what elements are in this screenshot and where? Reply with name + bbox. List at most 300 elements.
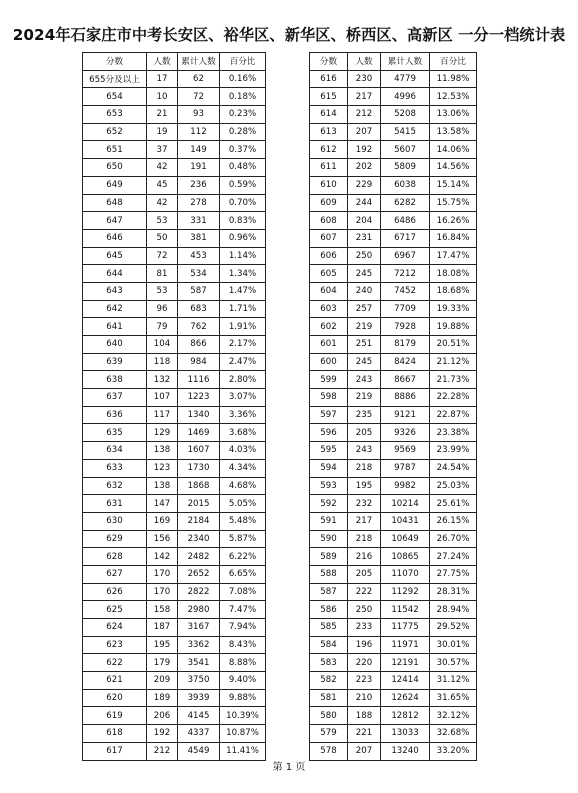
cell-cumulative: 6967 [381,247,430,265]
cell-count: 243 [348,442,381,460]
cell-percent: 27.75% [430,565,477,583]
table-row [310,619,477,637]
cell-count: 206 [147,707,178,725]
cell-cumulative: 278 [178,194,220,212]
cell-count: 218 [348,530,381,548]
cell-count: 142 [147,548,178,566]
table-row [310,159,477,177]
table-row [83,300,266,318]
table-row [83,424,266,442]
cell-percent: 23.38% [430,424,477,442]
header-cumulative: 累计人数 [178,53,220,71]
table-row [310,672,477,690]
table-row [83,565,266,583]
cell-score: 588 [310,565,348,583]
table-row [310,353,477,371]
cell-percent: 0.28% [220,123,266,141]
cell-percent: 0.16% [220,70,266,88]
cell-score: 627 [83,565,147,583]
page-title: 2024年石家庄市中考长安区、裕华区、新华区、桥西区、高新区 一分一档统计表 [12,26,566,44]
score-table-right [309,52,477,761]
cell-count: 96 [147,300,178,318]
table-row [83,636,266,654]
table-row [83,548,266,566]
cell-cumulative: 5607 [381,141,430,159]
cell-count: 222 [348,583,381,601]
table-row [83,442,266,460]
cell-cumulative: 11775 [381,619,430,637]
cell-score: 595 [310,442,348,460]
cell-percent: 21.12% [430,353,477,371]
table-row [310,548,477,566]
cell-count: 79 [147,318,178,336]
cell-percent: 18.08% [430,265,477,283]
cell-count: 251 [348,336,381,354]
cell-count: 37 [147,141,178,159]
cell-percent: 28.94% [430,601,477,619]
cell-count: 205 [348,565,381,583]
cell-count: 45 [147,176,178,194]
cell-score: 638 [83,371,147,389]
cell-cumulative: 4337 [178,725,220,743]
cell-count: 187 [147,619,178,637]
cell-percent: 32.68% [430,725,477,743]
cell-cumulative: 3750 [178,672,220,690]
cell-score: 632 [83,477,147,495]
cell-score: 649 [83,176,147,194]
cell-score: 655分及以上 [83,70,147,88]
cell-score: 636 [83,406,147,424]
cell-cumulative: 11292 [381,583,430,601]
cell-percent: 2.17% [220,336,266,354]
cell-score: 619 [83,707,147,725]
table-row [310,583,477,601]
cell-count: 217 [348,512,381,530]
cell-cumulative: 7212 [381,265,430,283]
cell-cumulative: 8179 [381,336,430,354]
table-row [83,371,266,389]
table-row [310,318,477,336]
cell-cumulative: 8886 [381,389,430,407]
cell-cumulative: 12624 [381,689,430,707]
cell-score: 592 [310,495,348,513]
table-row [83,318,266,336]
cell-count: 107 [147,389,178,407]
table-row [83,477,266,495]
cell-score: 603 [310,300,348,318]
cell-count: 138 [147,442,178,460]
cell-cumulative: 1223 [178,389,220,407]
cell-count: 229 [348,176,381,194]
cell-percent: 20.51% [430,336,477,354]
cell-count: 250 [348,247,381,265]
cell-percent: 8.88% [220,654,266,672]
table-row [83,106,266,124]
cell-percent: 0.37% [220,141,266,159]
cell-score: 646 [83,229,147,247]
cell-cumulative: 149 [178,141,220,159]
table-row [83,123,266,141]
cell-count: 204 [348,212,381,230]
cell-percent: 15.14% [430,176,477,194]
cell-score: 639 [83,353,147,371]
cell-count: 117 [147,406,178,424]
cell-score: 630 [83,512,147,530]
cell-score: 643 [83,282,147,300]
cell-score: 608 [310,212,348,230]
cell-count: 50 [147,229,178,247]
cell-count: 210 [348,689,381,707]
cell-count: 81 [147,265,178,283]
cell-percent: 33.20% [430,742,477,760]
cell-count: 209 [147,672,178,690]
cell-count: 196 [348,636,381,654]
cell-percent: 11.98% [430,70,477,88]
cell-percent: 1.47% [220,282,266,300]
cell-cumulative: 3541 [178,654,220,672]
cell-cumulative: 1340 [178,406,220,424]
cell-percent: 8.43% [220,636,266,654]
cell-count: 233 [348,619,381,637]
table-row [310,176,477,194]
cell-percent: 22.87% [430,406,477,424]
cell-cumulative: 984 [178,353,220,371]
cell-count: 19 [147,123,178,141]
cell-score: 629 [83,530,147,548]
cell-cumulative: 9121 [381,406,430,424]
cell-percent: 3.68% [220,424,266,442]
cell-score: 644 [83,265,147,283]
cell-score: 589 [310,548,348,566]
cell-percent: 28.31% [430,583,477,601]
cell-cumulative: 6282 [381,194,430,212]
cell-score: 626 [83,583,147,601]
table-row [310,424,477,442]
cell-percent: 26.70% [430,530,477,548]
table-row [83,353,266,371]
cell-cumulative: 112 [178,123,220,141]
cell-score: 622 [83,654,147,672]
cell-score: 653 [83,106,147,124]
table-row [83,389,266,407]
cell-percent: 1.34% [220,265,266,283]
table-row [310,565,477,583]
cell-cumulative: 13033 [381,725,430,743]
cell-percent: 4.03% [220,442,266,460]
cell-cumulative: 1469 [178,424,220,442]
cell-percent: 30.57% [430,654,477,672]
cell-cumulative: 2482 [178,548,220,566]
cell-score: 610 [310,176,348,194]
table-row [83,654,266,672]
cell-cumulative: 93 [178,106,220,124]
header-percent: 百分比 [220,53,266,71]
cell-percent: 7.94% [220,619,266,637]
cell-cumulative: 6486 [381,212,430,230]
cell-percent: 13.06% [430,106,477,124]
table-row [310,123,477,141]
cell-percent: 0.23% [220,106,266,124]
table-row [310,282,477,300]
cell-cumulative: 9326 [381,424,430,442]
table-row [310,636,477,654]
cell-count: 257 [348,300,381,318]
cell-percent: 2.80% [220,371,266,389]
cell-count: 221 [348,725,381,743]
cell-score: 624 [83,619,147,637]
cell-cumulative: 2340 [178,530,220,548]
table-row [83,229,266,247]
table-row [83,265,266,283]
cell-score: 640 [83,336,147,354]
cell-cumulative: 236 [178,176,220,194]
cell-percent: 30.01% [430,636,477,654]
cell-percent: 6.22% [220,548,266,566]
cell-count: 195 [147,636,178,654]
cell-score: 611 [310,159,348,177]
cell-cumulative: 1730 [178,459,220,477]
cell-score: 631 [83,495,147,513]
cell-cumulative: 10431 [381,512,430,530]
cell-cumulative: 12191 [381,654,430,672]
cell-cumulative: 5208 [381,106,430,124]
table-row [310,689,477,707]
cell-cumulative: 10214 [381,495,430,513]
cell-percent: 0.48% [220,159,266,177]
cell-cumulative: 8424 [381,353,430,371]
cell-cumulative: 2652 [178,565,220,583]
cell-percent: 2.47% [220,353,266,371]
cell-score: 600 [310,353,348,371]
cell-percent: 3.07% [220,389,266,407]
cell-cumulative: 5809 [381,159,430,177]
cell-score: 606 [310,247,348,265]
cell-cumulative: 9982 [381,477,430,495]
table-row [310,265,477,283]
cell-percent: 31.12% [430,672,477,690]
cell-percent: 0.83% [220,212,266,230]
cell-percent: 11.41% [220,742,266,760]
header-score: 分数 [83,53,147,71]
cell-cumulative: 4145 [178,707,220,725]
cell-percent: 21.73% [430,371,477,389]
cell-count: 212 [147,742,178,760]
cell-cumulative: 534 [178,265,220,283]
cell-percent: 22.28% [430,389,477,407]
table-row [310,495,477,513]
table-row [310,336,477,354]
header-percent: 百分比 [430,53,477,71]
table-row [310,212,477,230]
cell-percent: 25.03% [430,477,477,495]
cell-percent: 10.39% [220,707,266,725]
cell-percent: 5.87% [220,530,266,548]
cell-score: 584 [310,636,348,654]
cell-percent: 1.91% [220,318,266,336]
cell-cumulative: 191 [178,159,220,177]
cell-score: 612 [310,141,348,159]
cell-score: 641 [83,318,147,336]
header-cumulative: 累计人数 [381,53,430,71]
cell-score: 593 [310,477,348,495]
cell-score: 645 [83,247,147,265]
cell-count: 231 [348,229,381,247]
cell-count: 195 [348,477,381,495]
cell-count: 205 [348,424,381,442]
cell-cumulative: 1607 [178,442,220,460]
cell-percent: 17.47% [430,247,477,265]
score-table-left [82,52,266,761]
cell-percent: 0.59% [220,176,266,194]
cell-count: 132 [147,371,178,389]
cell-percent: 23.99% [430,442,477,460]
cell-count: 207 [348,742,381,760]
cell-cumulative: 72 [178,88,220,106]
cell-percent: 32.12% [430,707,477,725]
cell-count: 170 [147,583,178,601]
cell-cumulative: 2015 [178,495,220,513]
cell-score: 602 [310,318,348,336]
cell-score: 620 [83,689,147,707]
cell-count: 188 [348,707,381,725]
cell-score: 591 [310,512,348,530]
cell-percent: 31.65% [430,689,477,707]
cell-count: 219 [348,318,381,336]
header-count: 人数 [147,53,178,71]
table-row [310,477,477,495]
cell-score: 607 [310,229,348,247]
cell-cumulative: 6717 [381,229,430,247]
cell-count: 235 [348,406,381,424]
cell-count: 42 [147,194,178,212]
table-row [310,141,477,159]
table-row [310,371,477,389]
cell-percent: 16.26% [430,212,477,230]
cell-percent: 4.34% [220,459,266,477]
cell-percent: 13.58% [430,123,477,141]
cell-count: 245 [348,353,381,371]
cell-count: 53 [147,282,178,300]
cell-cumulative: 10649 [381,530,430,548]
cell-cumulative: 683 [178,300,220,318]
table-row [310,389,477,407]
cell-score: 586 [310,601,348,619]
cell-score: 637 [83,389,147,407]
cell-count: 42 [147,159,178,177]
cell-score: 618 [83,725,147,743]
cell-score: 590 [310,530,348,548]
cell-percent: 25.61% [430,495,477,513]
table-row [83,159,266,177]
cell-score: 648 [83,194,147,212]
table-row [83,282,266,300]
cell-percent: 0.18% [220,88,266,106]
cell-count: 21 [147,106,178,124]
table-row [310,459,477,477]
cell-cumulative: 866 [178,336,220,354]
cell-percent: 24.54% [430,459,477,477]
cell-percent: 10.87% [220,725,266,743]
cell-count: 244 [348,194,381,212]
cell-cumulative: 381 [178,229,220,247]
cell-percent: 9.88% [220,689,266,707]
cell-cumulative: 12414 [381,672,430,690]
table-row [310,229,477,247]
cell-count: 189 [147,689,178,707]
cell-cumulative: 5415 [381,123,430,141]
cell-count: 212 [348,106,381,124]
cell-score: 654 [83,88,147,106]
table-row [83,194,266,212]
cell-score: 628 [83,548,147,566]
cell-cumulative: 762 [178,318,220,336]
table-header-row [310,53,477,71]
cell-percent: 1.71% [220,300,266,318]
cell-count: 10 [147,88,178,106]
cell-score: 616 [310,70,348,88]
cell-score: 585 [310,619,348,637]
cell-score: 587 [310,583,348,601]
cell-percent: 6.65% [220,565,266,583]
cell-count: 169 [147,512,178,530]
table-row [83,336,266,354]
cell-count: 170 [147,565,178,583]
cell-score: 581 [310,689,348,707]
table-row [310,654,477,672]
cell-cumulative: 4779 [381,70,430,88]
cell-score: 578 [310,742,348,760]
cell-percent: 19.33% [430,300,477,318]
cell-count: 207 [348,123,381,141]
table-row [83,141,266,159]
cell-percent: 14.06% [430,141,477,159]
table-row [310,707,477,725]
table-row [310,725,477,743]
header-count: 人数 [348,53,381,71]
cell-count: 243 [348,371,381,389]
cell-cumulative: 10865 [381,548,430,566]
cell-cumulative: 11070 [381,565,430,583]
table-row [83,601,266,619]
table-row [310,88,477,106]
cell-cumulative: 62 [178,70,220,88]
cell-percent: 14.56% [430,159,477,177]
cell-percent: 9.40% [220,672,266,690]
table-row [83,495,266,513]
cell-cumulative: 2822 [178,583,220,601]
table-row [83,176,266,194]
cell-percent: 5.05% [220,495,266,513]
cell-cumulative: 3939 [178,689,220,707]
cell-percent: 1.14% [220,247,266,265]
table-row [83,247,266,265]
cell-score: 623 [83,636,147,654]
cell-score: 647 [83,212,147,230]
cell-percent: 4.68% [220,477,266,495]
cell-cumulative: 4996 [381,88,430,106]
cell-count: 17 [147,70,178,88]
cell-count: 232 [348,495,381,513]
table-row [310,194,477,212]
table-row [83,707,266,725]
cell-cumulative: 7928 [381,318,430,336]
cell-count: 72 [147,247,178,265]
table-row [310,247,477,265]
table-row [83,583,266,601]
page-number: 第 1 页 [272,762,306,773]
cell-score: 650 [83,159,147,177]
cell-count: 179 [147,654,178,672]
